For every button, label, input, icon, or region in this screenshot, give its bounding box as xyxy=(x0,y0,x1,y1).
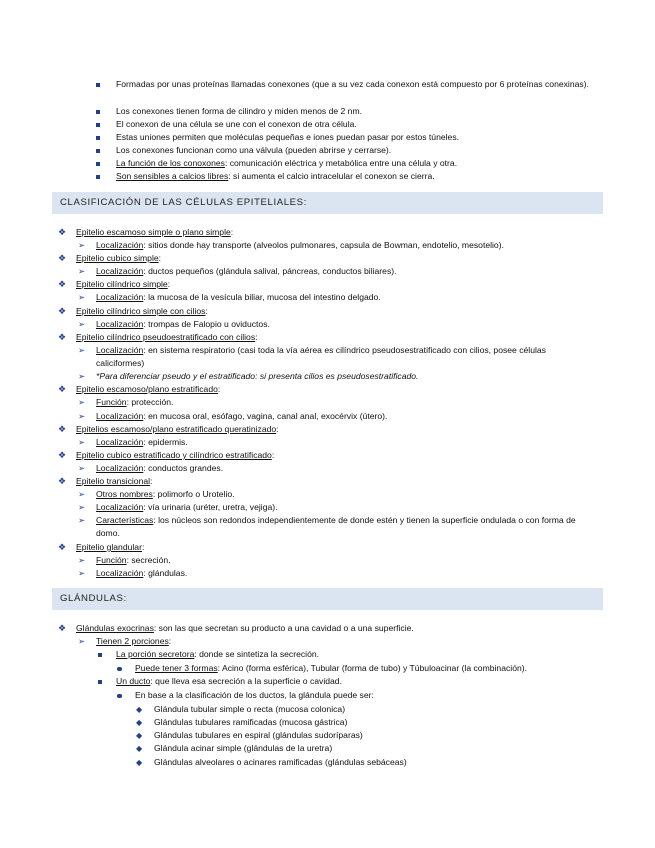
definition: : Acino (forma esférica), Tubular (forma de tubo) y Túbuloacinar (la combinación). xyxy=(217,663,528,673)
term: Localización xyxy=(96,568,144,578)
diamond-bullet-icon: ❖ xyxy=(58,384,67,394)
arrow-bullet-icon: ➢ xyxy=(78,636,86,646)
list-item xyxy=(96,105,362,118)
list-item xyxy=(98,675,342,688)
term: La función de los conoxones xyxy=(116,158,225,168)
term: Función xyxy=(96,555,127,565)
list-item-text: Glándulas tubulares en espiral (glándulas sudoríparas) xyxy=(154,730,363,740)
definition: : donde se sintetiza la secreción. xyxy=(194,649,320,659)
definition: : protección. xyxy=(126,397,174,407)
definition: : vía urinaria (uréter, uretra, vejiga). xyxy=(143,502,278,512)
colon: : xyxy=(255,332,258,342)
definition: : en sistema respiratorio (casi toda la vía aérea es cilíndrico pseudosestratificado con cilios, posee células caliciformes) xyxy=(96,345,546,369)
definition: : trompas de Falopio u oviductos. xyxy=(143,319,270,329)
list-item xyxy=(58,226,233,239)
list-item xyxy=(58,449,274,462)
arrow-bullet-icon: ➢ xyxy=(78,502,86,512)
list-item xyxy=(78,239,504,252)
list-item xyxy=(78,501,278,514)
definition: : conductos grandes. xyxy=(143,463,224,473)
definition: : los núcleos son redondos independientemente de donde estén y tienen la superficie ondulada o con forma de domo. xyxy=(96,515,576,539)
list-item-text: Los conexones tienen forma de cilindro y miden menos de 2 nm. xyxy=(116,106,363,116)
list-item xyxy=(58,622,414,635)
list-item xyxy=(136,716,347,729)
list-item-text: Glándula acinar simple (glándulas de la uretra) xyxy=(154,743,333,753)
definition: : glándulas. xyxy=(143,568,188,578)
list-item xyxy=(78,396,173,409)
arrow-bullet-icon: ➢ xyxy=(78,555,86,565)
square-bullet-icon xyxy=(98,653,102,657)
arrow-bullet-icon: ➢ xyxy=(78,240,86,250)
term: Otros nombres xyxy=(96,489,153,499)
term: Localización xyxy=(96,345,144,355)
term: Son sensibles a calcios libres xyxy=(116,171,229,181)
square-bullet-icon xyxy=(96,175,100,179)
term: Características xyxy=(96,515,154,525)
colon: : xyxy=(271,450,275,460)
term: Función xyxy=(96,397,127,407)
square-bullet-icon xyxy=(96,83,100,87)
epithelium-title: Epitelio glandular xyxy=(76,542,142,552)
definition: : si aumenta el calcio intracelular el conexon se cierra. xyxy=(228,171,435,181)
list-item xyxy=(78,370,418,383)
small-diamond-bullet-icon: ◆ xyxy=(136,718,143,727)
list-item xyxy=(58,278,170,291)
round-bullet-icon xyxy=(117,694,122,699)
colon: : xyxy=(158,253,162,263)
list-item xyxy=(58,305,208,318)
term: Localización xyxy=(96,502,144,512)
term: Un ducto xyxy=(116,676,151,686)
diamond-bullet-icon: ❖ xyxy=(58,476,67,486)
term: Localización xyxy=(96,266,144,276)
arrow-bullet-icon: ➢ xyxy=(78,411,86,421)
definition: : epidermis. xyxy=(143,437,188,447)
list-item xyxy=(117,662,527,675)
list-item xyxy=(78,436,188,449)
arrow-bullet-icon: ➢ xyxy=(78,437,86,447)
list-item xyxy=(96,131,459,144)
square-bullet-icon xyxy=(96,149,100,153)
arrow-bullet-icon: ➢ xyxy=(78,319,86,329)
section-heading-glandulas: GLÁNDULAS: xyxy=(52,588,603,610)
list-item xyxy=(136,729,363,742)
list-item xyxy=(78,514,588,541)
list-item xyxy=(78,554,171,567)
term: Localización xyxy=(96,292,144,302)
epithelium-title: Epitelio transicional xyxy=(76,476,151,486)
list-item-text: Glándula tubular simple o recta (mucosa colonica) xyxy=(154,704,346,714)
colon: : xyxy=(150,476,153,486)
epithelium-title: Epitelio escamoso/plano estratificado xyxy=(76,384,218,394)
note: *Para diferenciar pseudo y el estratificado: si presenta cilios es pseudosestratificado. xyxy=(96,371,419,381)
list-item xyxy=(78,410,387,423)
small-diamond-bullet-icon: ◆ xyxy=(136,744,143,753)
list-item xyxy=(136,742,332,755)
definition: : ductos pequeños (glándula salival, páncreas, conductos biliares). xyxy=(143,266,397,276)
list-item xyxy=(136,756,407,769)
list-item-text: El conexon de una célula se une con el conexon de otra célula. xyxy=(116,119,357,129)
list-item xyxy=(58,423,279,436)
diamond-bullet-icon: ❖ xyxy=(58,424,67,434)
arrow-bullet-icon: ➢ xyxy=(78,345,86,355)
term: Localización xyxy=(96,411,144,421)
arrow-bullet-icon: ➢ xyxy=(78,515,86,525)
list-item xyxy=(136,703,345,716)
list-item xyxy=(78,462,223,475)
list-item-text: Glándulas tubulares ramificadas (mucosa gástrica) xyxy=(154,717,348,727)
list-item xyxy=(58,475,152,488)
arrow-bullet-icon: ➢ xyxy=(78,371,86,381)
list-item xyxy=(58,383,220,396)
list-item-text: Estas uniones permiten que moléculas pequeñas e iones puedan pasar por estos túneles. xyxy=(116,132,460,142)
list-item xyxy=(78,318,270,331)
term: Localización xyxy=(96,240,144,250)
list-item xyxy=(96,170,435,183)
list-item xyxy=(117,689,374,702)
list-item xyxy=(78,635,171,648)
definition: : xyxy=(168,636,172,646)
definition: : son las que secretan su producto a una cavidad o a una superficie. xyxy=(153,623,414,633)
colon: : xyxy=(167,279,171,289)
epithelium-title: Epitelio cubico simple xyxy=(76,253,159,263)
definition: : la mucosa de la vesícula biliar, mucosa del intestino delgado. xyxy=(143,292,381,302)
epithelium-title: Epitelio escamoso simple o plano simple xyxy=(76,227,231,237)
section-heading-epiteliales: CLASIFICACIÓN DE LAS CÉLULAS EPITELIALES: xyxy=(52,192,603,214)
definition: : polimorfo o Urotelio. xyxy=(152,489,235,499)
arrow-bullet-icon: ➢ xyxy=(78,463,86,473)
definition: : secreción. xyxy=(126,555,171,565)
arrow-bullet-icon: ➢ xyxy=(78,266,86,276)
colon: : xyxy=(276,424,279,434)
list-item xyxy=(58,331,258,344)
small-diamond-bullet-icon: ◆ xyxy=(136,731,143,740)
colon: : xyxy=(230,227,234,237)
list-item xyxy=(96,157,457,170)
list-item-text: En base a la clasificación de los ductos, la glándula puede ser: xyxy=(135,690,374,700)
list-item xyxy=(78,265,397,278)
small-diamond-bullet-icon: ◆ xyxy=(136,705,143,714)
list-item xyxy=(78,567,187,580)
small-diamond-bullet-icon: ◆ xyxy=(136,758,143,767)
diamond-bullet-icon: ❖ xyxy=(58,623,67,633)
definition: : sitios donde hay transporte (alveolos pulmonares, capsula de Bowman, endotelio, mesotelio). xyxy=(143,240,504,250)
list-item-text: Los conexones funcionan como una válvula (pueden abrirse y cerrarse). xyxy=(116,145,392,155)
list-item xyxy=(98,648,319,661)
term: Glándulas exocrinas xyxy=(76,623,154,633)
diamond-bullet-icon: ❖ xyxy=(58,227,67,237)
square-bullet-icon xyxy=(96,136,100,140)
term: Puede tener 3 formas xyxy=(135,663,218,673)
round-bullet-icon xyxy=(117,667,122,672)
list-item xyxy=(96,118,357,131)
arrow-bullet-icon: ➢ xyxy=(78,489,86,499)
list-item xyxy=(96,144,391,157)
list-item xyxy=(58,252,161,265)
arrow-bullet-icon: ➢ xyxy=(78,397,86,407)
term: Localización xyxy=(96,463,144,473)
list-item xyxy=(78,344,588,371)
epithelium-title: Epitelio cilíndrico simple con cilios xyxy=(76,306,206,316)
list-item-text: Formadas por unas proteínas llamadas conexones (que a su vez cada conexon está compuesto por 6 proteínas conexinas). xyxy=(116,79,589,89)
list-item xyxy=(58,541,144,554)
diamond-bullet-icon: ❖ xyxy=(58,253,67,263)
list-item xyxy=(78,291,381,304)
square-bullet-icon xyxy=(96,123,100,127)
arrow-bullet-icon: ➢ xyxy=(78,568,86,578)
colon: : xyxy=(141,542,145,552)
diamond-bullet-icon: ❖ xyxy=(58,542,67,552)
colon: : xyxy=(205,306,208,316)
list-item xyxy=(96,78,600,91)
epithelium-title: Epitelio cilíndrico simple xyxy=(76,279,168,289)
diamond-bullet-icon: ❖ xyxy=(58,332,67,342)
diamond-bullet-icon: ❖ xyxy=(58,279,67,289)
list-item xyxy=(78,488,235,501)
definition: : comunicación eléctrica y metabólica entre una célula y otra. xyxy=(224,158,458,168)
square-bullet-icon xyxy=(98,680,102,684)
definition: : en mucosa oral, esófago, vagina, canal anal, exocérvix (útero). xyxy=(143,411,388,421)
term: Localización xyxy=(96,319,144,329)
diamond-bullet-icon: ❖ xyxy=(58,450,67,460)
colon: : xyxy=(217,384,221,394)
epithelium-title: Epitelio cubico estratificado y cilíndrico estratificado xyxy=(76,450,272,460)
list-item-text: Glándulas alveolares o acinares ramificadas (glándulas sebáceas) xyxy=(154,757,407,767)
definition: : que lleva esa secreción a la superficie o cavidad. xyxy=(150,676,342,686)
square-bullet-icon xyxy=(96,162,100,166)
term: Localización xyxy=(96,437,144,447)
term: La porción secretora xyxy=(116,649,195,659)
epithelium-title: Epitelios escamoso/plano estratificado queratinizado xyxy=(76,424,277,434)
term: Tienen 2 porciones xyxy=(96,636,169,646)
square-bullet-icon xyxy=(96,110,100,114)
diamond-bullet-icon: ❖ xyxy=(58,306,67,316)
epithelium-title: Epitelio cilíndrico pseudoestratificado con cilios xyxy=(76,332,256,342)
arrow-bullet-icon: ➢ xyxy=(78,292,86,302)
